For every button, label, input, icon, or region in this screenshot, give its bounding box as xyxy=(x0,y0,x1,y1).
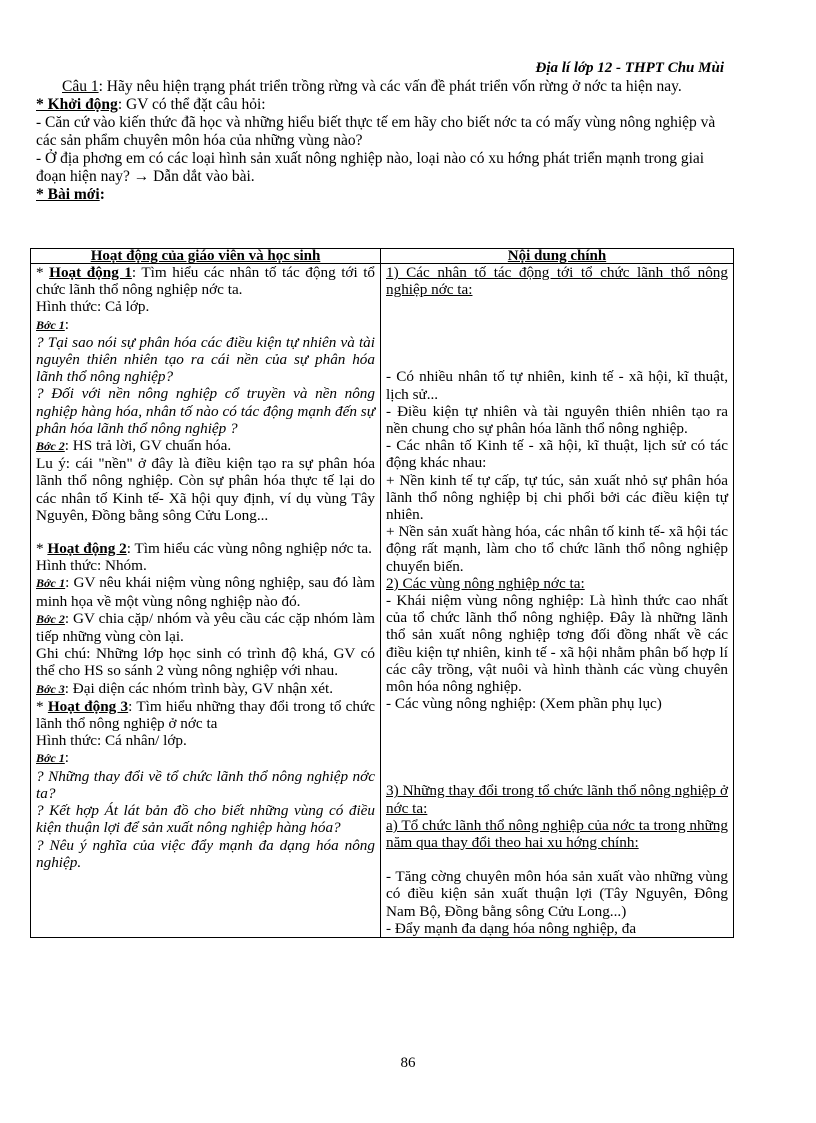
section-2-heading: 2) Các vùng nông nghiệp nớc ta: xyxy=(386,574,585,592)
note: Lu ý: cái "nền" ở đây là điều kiện tạo ra sự phân hóa lãnh thổ nông nghiệp. Còn sự phân hóa thực tế lại do các nhân tố Kinh tế- Xã hội quy định, ví dụ vùng Tây Nguyên, Đồng bằng sông Cửu Long... xyxy=(36,455,375,524)
activity-2-form: Hình thức: Nhóm. xyxy=(36,557,147,575)
activity-3-form: Hình thức: Cá nhân/ lớp. xyxy=(36,732,187,750)
step-2: Bớc 2: HS trả lời, GV chuẩn hóa. xyxy=(36,437,232,455)
content-item: - Có nhiều nhân tố tự nhiên, kinh tế - xã hội, kĩ thuật, lịch sử... xyxy=(386,368,728,403)
question-item: ? Kết hợp Át lát bản đồ cho biết những vùng có điều kiện thuận lợi để sản xuất nông nghiệp hàng hóa? xyxy=(36,802,375,837)
lesson-intro xyxy=(36,78,726,204)
section-1-heading: 1) Các nhân tố tác động tới tổ chức lãnh thổ nông nghiệp nớc ta: xyxy=(386,264,728,299)
activity-1-title: * Hoạt động 1: Tìm hiểu các nhân tố tác động tới tổ chức lãnh thổ nông nghiệp nớc ta. xyxy=(36,264,376,299)
content-item: - Các nhân tố Kinh tế - xã hội, kĩ thuật, lịch sử có tác động khác nhau: xyxy=(386,437,728,472)
step-3: Bớc 3: Đại diện các nhóm trình bày, GV nhận xét. xyxy=(36,679,334,697)
step-label: Bớc 1: xyxy=(36,749,70,767)
col-header-activities: Hoạt động của giáo viên và học sinh xyxy=(31,249,381,264)
question-1: Câu 1: Hãy nêu hiện trạng phát triển trồng rừng và các vấn đề phát triển vốn rừng ở nớc ta hiện nay. xyxy=(62,78,682,95)
step-label: Bớc 1: xyxy=(36,315,70,333)
activity-1-form: Hình thức: Cả lớp. xyxy=(36,298,150,316)
question-item: ? Nêu ý nghĩa của việc đẩy mạnh đa dạng hóa nông nghiệp. xyxy=(36,836,375,871)
section-3-heading: 3) Những thay đổi trong tổ chức lãnh thổ nông nghiệp ở nớc ta: xyxy=(386,782,728,817)
content-item: - Đẩy mạnh đa dạng hóa nông nghiệp, đa xyxy=(386,919,637,937)
step-1: Bớc 1: GV nêu khái niệm vùng nông nghiệp, sau đó làm minh họa về một vùng nông nghiệp nào đó. xyxy=(36,574,375,610)
page-number: 86 xyxy=(400,1055,416,1071)
activity-3-title: * Hoạt động 3: Tìm hiểu những thay đổi trong tổ chức lãnh thổ nông nghiệp ở nớc ta xyxy=(36,697,375,733)
note: Ghi chú: Những lớp học sinh có trình độ khá, GV có thể cho HS so sánh 2 vùng nông nghiệp với nhau. xyxy=(36,645,375,680)
lesson-table xyxy=(30,248,734,938)
col-header-content: Nội dung chính xyxy=(381,249,734,264)
content-item: + Nền sản xuất hàng hóa, các nhân tố kinh tế- xã hội tác động rất mạnh, làm cho tổ chức lãnh thổ nông nghiệp chuyển biến. xyxy=(386,523,728,575)
content-item: - Tăng cờng chuyên môn hóa sản xuất vào những vùng có điều kiện sản xuất thuận lợi (Tây Nguyên, Đông Nam Bộ, Đồng bằng sông Cửu Long...) xyxy=(386,868,728,920)
content-item: - Các vùng nông nghiệp: (Xem phần phụ lục) xyxy=(386,695,662,713)
activities-column xyxy=(31,264,381,938)
content-column xyxy=(381,264,734,938)
question-item: ? Tại sao nói sự phân hóa các điều kiện tự nhiên và tài nguyên thiên nhiên tạo ra cái nền của sự phân hóa lãnh thổ nông nghiệp? xyxy=(36,333,375,386)
step-2: Bớc 2: GV chia cặp/ nhóm và yêu cầu các cặp nhóm làm tiếp những vùng còn lại. xyxy=(36,609,375,646)
content-item: - Khái niệm vùng nông nghiệp: Là hình thức cao nhất của tổ chức lãnh thổ nông nghiệp. Đây là những lãnh thổ sản xuất nông nghiệp tơng đối đồng nhất về các điều kiện tự nhiên, kinh tế - xã hội nhằm phân bố hợp lí các cây trồng, vật nuôi và hình thành các vùng chuyên môn hóa nông nghiệp. xyxy=(386,592,728,696)
section-3a-heading: a) Tổ chức lãnh thổ nông nghiệp của nớc ta trong những năm qua thay đổi theo hai xu hớng chính: xyxy=(386,816,728,852)
activity-2-title: * Hoạt động 2: Tìm hiểu các vùng nông nghiệp nớc ta. xyxy=(36,540,372,558)
warmup-heading: * Khởi động: GV có thể đặt câu hỏi: xyxy=(36,96,266,113)
page-header: Địa lí lớp 12 - THPT Chu Mùi xyxy=(535,60,724,76)
warmup-line-1: - Căn cứ vào kiến thức đã học và những hiểu biết thực tế em hãy cho biết nớc ta có mấy vùng nông nghiệp và các sản phẩm chuyên môn hóa của những vùng nào? xyxy=(36,114,716,149)
new-lesson-heading: * Bài mới: xyxy=(36,186,105,203)
warmup-line-2: - Ở địa phơng em có các loại hình sản xuất nông nghiệp nào, loại nào có xu hớng phát triển mạnh trong giai đoạn hiện nay? → Dẫn dắt vào bài. xyxy=(36,150,705,185)
question-item: ? Đối với nền nông nghiệp cổ truyền và nền nông nghiệp hàng hóa, nhân tố nào có tác động mạnh đến sự phân hóa lãnh thổ nông nghiệp ? xyxy=(36,385,375,437)
question-item: ? Những thay đổi về tổ chức lãnh thổ nông nghiệp nớc ta? xyxy=(36,767,375,802)
content-item: - Điều kiện tự nhiên và tài nguyên thiên nhiên tạo ra nền chung cho sự phân hóa lãnh thổ nông nghiệp. xyxy=(386,402,728,438)
content-item: + Nền kinh tế tự cấp, tự túc, sản xuất nhỏ sự phân hóa lãnh thổ nông nghiệp bị chi phối bởi các điều kiện tự nhiên. xyxy=(386,471,728,524)
